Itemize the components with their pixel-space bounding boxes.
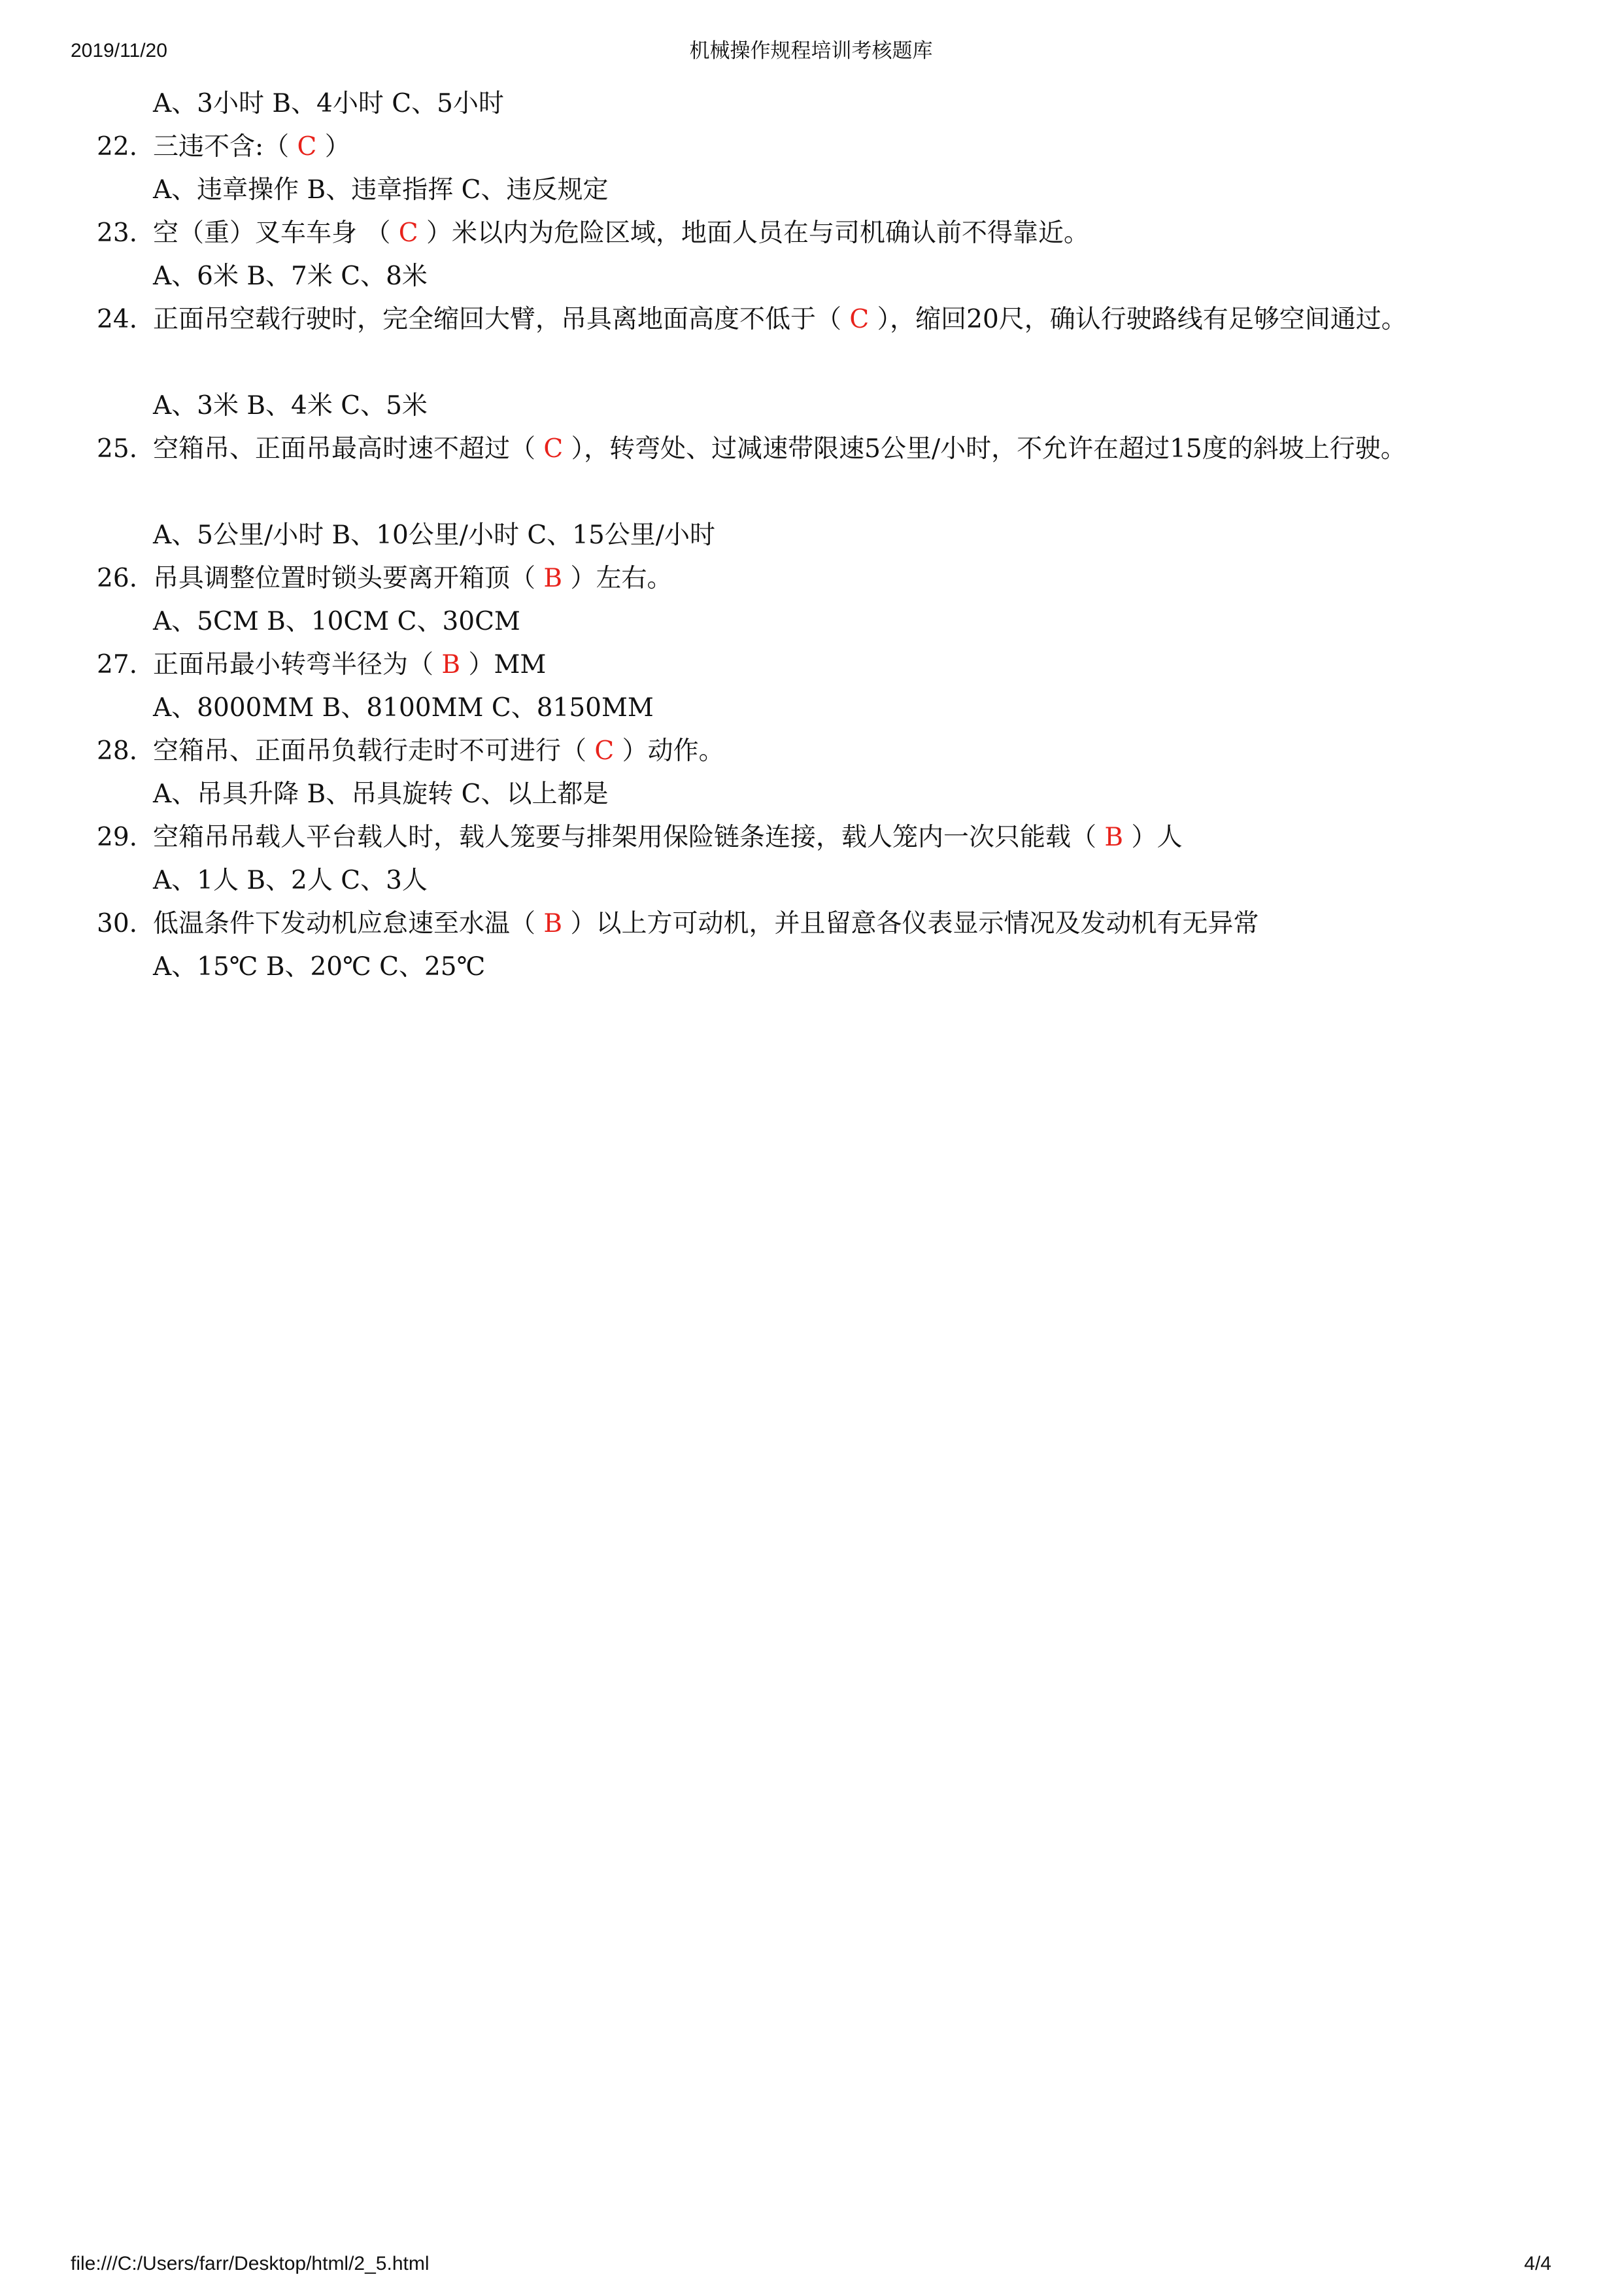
question-30 — [0, 902, 1622, 946]
page-number: 4/4 — [1524, 2253, 1551, 2274]
question-text: 空（重）叉车车身 （ C ）米以内为危险区域，地面人员在与司机确认前不得靠近。 — [153, 218, 1090, 248]
question-text: 三违不含:（ C ） — [153, 132, 350, 162]
options-line: A、3米 B、4米 C、5米 — [153, 391, 428, 420]
options-line: A、1人 B、2人 C、3人 — [153, 866, 428, 895]
question-number: 23. — [97, 218, 138, 248]
question-number: 24. — [97, 305, 138, 334]
question-number: 29. — [97, 823, 138, 852]
question-text: 正面吊最小转弯半径为（ B ）MM — [153, 650, 547, 679]
options-line: A、6米 B、7米 C、8米 — [153, 262, 428, 291]
print-date: 2019/11/20 — [71, 40, 167, 61]
question-text: 正面吊空载行驶时，完全缩回大臂，吊具离地面高度不低于（ C ），缩回20尺，确认行驶路线有足够空间通过。 — [153, 305, 1407, 334]
question-29 — [0, 816, 1622, 859]
answer-mark: B — [441, 650, 461, 679]
document-title: 机械操作规程培训考核题库 — [689, 39, 933, 63]
question-text: 空箱吊、正面吊负载行走时不可进行（ C ）动作。 — [153, 736, 724, 766]
question-text: 空箱吊吊载人平台载人时，载人笼要与排架用保险链条连接，载人笼内一次只能载（ B ）人 — [153, 823, 1183, 852]
file-path: file:///C:/Users/farr/Desktop/html/2_5.html — [71, 2253, 430, 2274]
answer-mark: B — [543, 909, 563, 938]
question-number: 28. — [97, 736, 138, 766]
options-line: A、3小时 B、4小时 C、5小时 — [153, 89, 504, 118]
options-line: A、吊具升降 B、吊具旋转 C、以上都是 — [153, 780, 609, 809]
question-text: 空箱吊、正面吊最高时速不超过（ C ），转弯处、过减速带限速5公里/小时，不允许在超过15度的斜坡上行驶。 — [153, 434, 1406, 464]
question-number: 22. — [97, 132, 138, 162]
answer-mark: C — [398, 218, 418, 248]
question-text: 低温条件下发动机应怠速至水温（ B ）以上方可动机，并且留意各仪表显示情况及发动机有无异常 — [153, 909, 1259, 938]
question-28 — [0, 730, 1622, 773]
options-line: A、5CM B、10CM C、30CM — [153, 607, 520, 636]
question-number: 25. — [97, 434, 138, 464]
question-text: 吊具调整位置时锁头要离开箱顶（ B ）左右。 — [153, 564, 673, 593]
answer-mark: C — [594, 736, 615, 766]
options-line: A、违章操作 B、违章指挥 C、违反规定 — [153, 175, 609, 205]
question-24 — [0, 298, 1622, 385]
question-22 — [0, 126, 1622, 169]
answer-mark: C — [849, 305, 870, 334]
question-list — [0, 82, 1622, 989]
question-number: 26. — [97, 564, 138, 593]
options-line: A、8000MM B、8100MM C、8150MM — [153, 693, 654, 723]
options-line: A、5公里/小时 B、10公里/小时 C、15公里/小时 — [153, 521, 715, 550]
answer-mark: C — [543, 434, 564, 464]
options-line: A、15℃ B、20℃ C、25℃ — [153, 952, 486, 982]
question-27 — [0, 643, 1622, 687]
question-number: 30. — [97, 909, 138, 938]
answer-mark: B — [1104, 823, 1124, 852]
question-23 — [0, 212, 1622, 255]
question-number: 27. — [97, 650, 138, 679]
answer-mark: C — [297, 132, 317, 162]
question-26 — [0, 557, 1622, 600]
answer-mark: B — [543, 564, 563, 593]
question-25 — [0, 428, 1622, 514]
